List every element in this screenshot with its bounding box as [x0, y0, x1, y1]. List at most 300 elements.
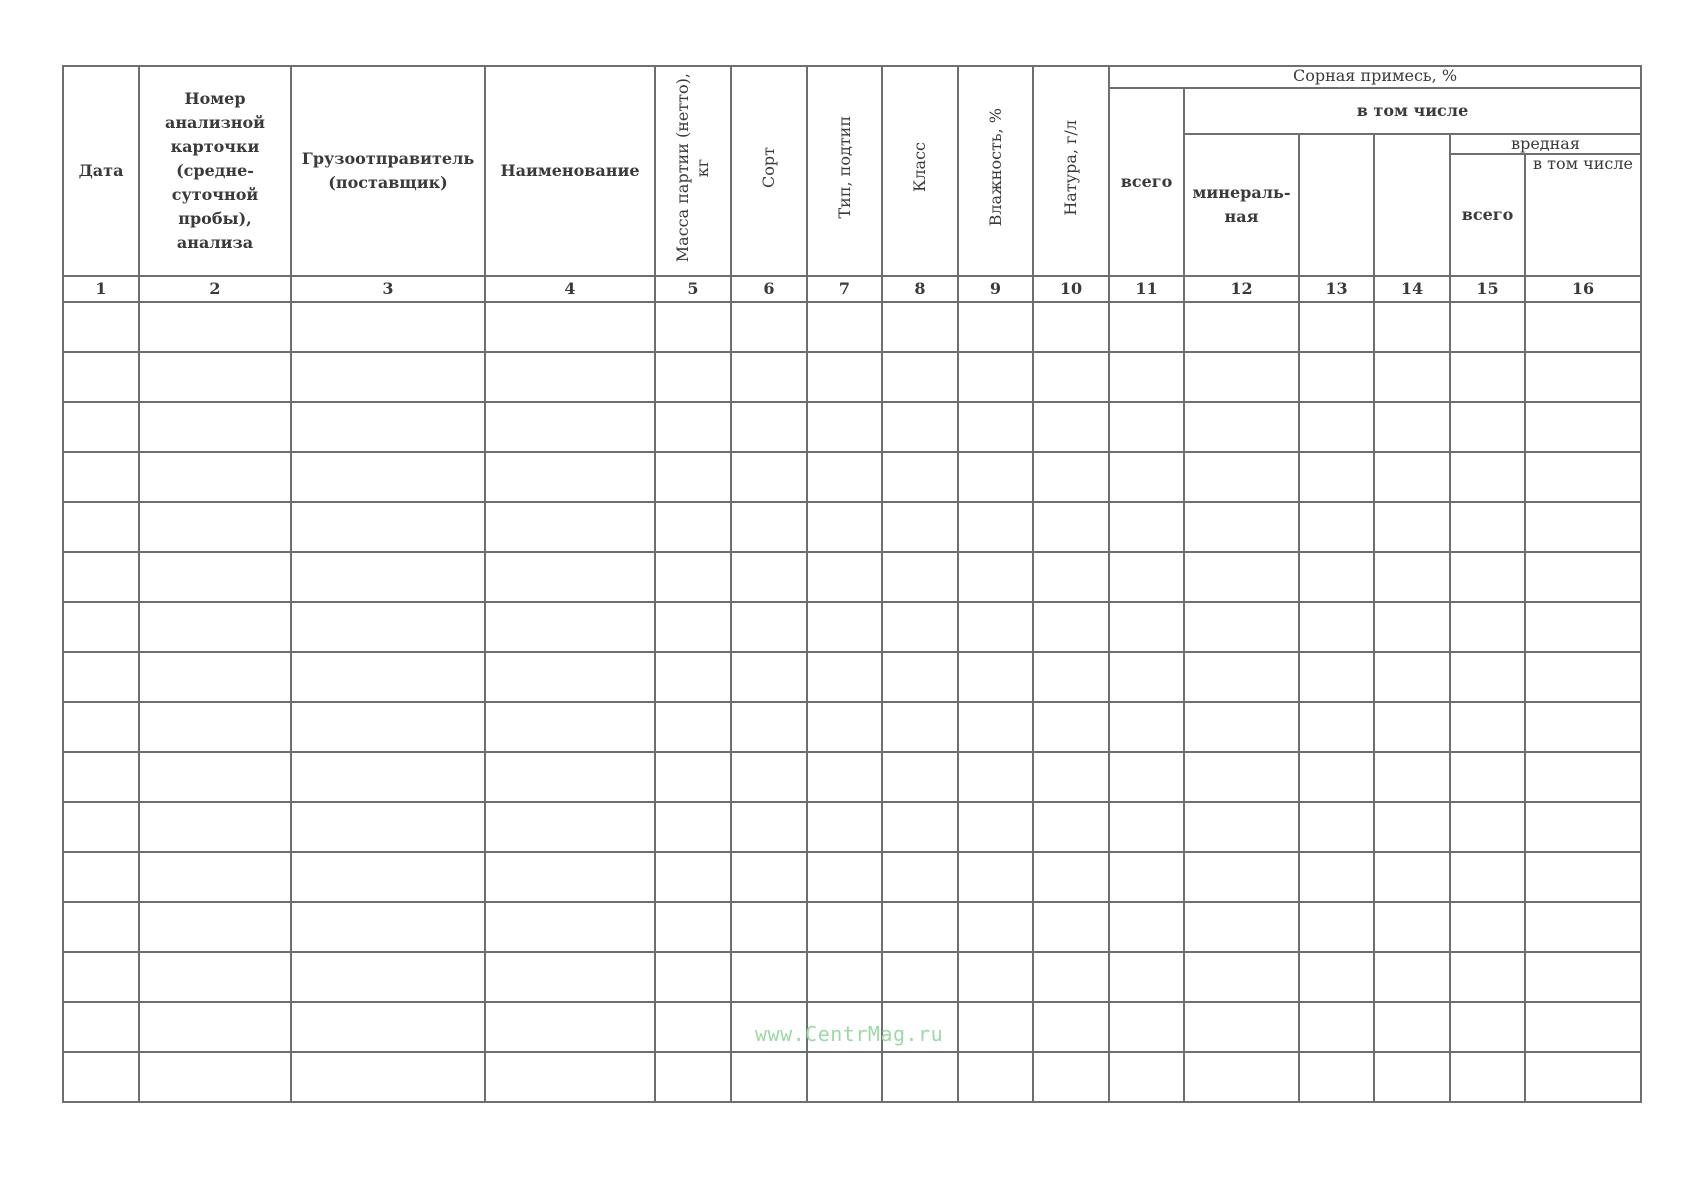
table-cell[interactable] — [291, 1052, 485, 1102]
mass-line: Масса партии (нетто), — [673, 72, 692, 263]
table-row — [63, 752, 1641, 802]
table-cell[interactable] — [1033, 1052, 1109, 1102]
table-cell[interactable] — [1299, 302, 1374, 352]
table-cell[interactable] — [1033, 802, 1109, 852]
table-cell[interactable] — [1525, 552, 1641, 602]
table-cell[interactable] — [139, 652, 291, 702]
column-number: 1 — [63, 276, 139, 302]
table-cell[interactable] — [731, 1052, 807, 1102]
table-cell[interactable] — [485, 352, 655, 402]
table-cell[interactable] — [882, 602, 958, 652]
table-cell[interactable] — [807, 902, 882, 952]
table-cell[interactable] — [1184, 652, 1299, 702]
table-cell[interactable] — [1109, 752, 1184, 802]
table-cell[interactable] — [1033, 852, 1109, 902]
table-cell[interactable] — [139, 752, 291, 802]
table-cell[interactable] — [958, 502, 1033, 552]
mass-line: кг — [693, 158, 712, 177]
table-cell[interactable] — [882, 802, 958, 852]
table-cell[interactable] — [731, 702, 807, 752]
table-cell[interactable] — [655, 752, 731, 802]
table-cell[interactable] — [291, 952, 485, 1002]
table-cell[interactable] — [1450, 952, 1525, 1002]
table-cell[interactable] — [807, 752, 882, 802]
table-cell[interactable] — [139, 502, 291, 552]
table-cell[interactable] — [731, 902, 807, 952]
column-number: 12 — [1184, 276, 1299, 302]
table-cell[interactable] — [655, 1052, 731, 1102]
table-cell[interactable] — [485, 452, 655, 502]
table-cell[interactable] — [1184, 602, 1299, 652]
table-cell[interactable] — [1525, 902, 1641, 952]
table-cell[interactable] — [291, 802, 485, 852]
table-cell[interactable] — [1299, 752, 1374, 802]
table-cell[interactable] — [655, 302, 731, 352]
table-cell[interactable] — [958, 352, 1033, 402]
table-cell[interactable] — [1525, 1002, 1641, 1052]
table-cell[interactable] — [291, 402, 485, 452]
table-cell[interactable] — [63, 552, 139, 602]
table-cell[interactable] — [63, 752, 139, 802]
table-cell[interactable] — [1450, 452, 1525, 502]
table-cell[interactable] — [63, 302, 139, 352]
table-cell[interactable] — [1033, 652, 1109, 702]
table-cell[interactable] — [1525, 502, 1641, 552]
table-cell[interactable] — [882, 302, 958, 352]
table-cell[interactable] — [1033, 902, 1109, 952]
table-cell[interactable] — [807, 602, 882, 652]
table-row — [63, 602, 1641, 652]
table-cell[interactable] — [1109, 352, 1184, 402]
table-cell[interactable] — [731, 402, 807, 452]
table-cell[interactable] — [1184, 1002, 1299, 1052]
table-cell[interactable] — [1109, 552, 1184, 602]
table-cell[interactable] — [655, 602, 731, 652]
table-cell[interactable] — [882, 552, 958, 602]
table-cell[interactable] — [63, 652, 139, 702]
table-cell[interactable] — [655, 852, 731, 902]
table-cell[interactable] — [731, 652, 807, 702]
table-cell[interactable] — [1109, 702, 1184, 752]
table-cell[interactable] — [958, 552, 1033, 602]
table-cell[interactable] — [1299, 952, 1374, 1002]
table-cell[interactable] — [655, 652, 731, 702]
table-cell[interactable] — [139, 302, 291, 352]
table-cell[interactable] — [882, 702, 958, 752]
table-cell[interactable] — [1450, 802, 1525, 852]
table-cell[interactable] — [63, 702, 139, 752]
table-cell[interactable] — [485, 552, 655, 602]
table-cell[interactable] — [655, 452, 731, 502]
table-cell[interactable] — [958, 402, 1033, 452]
table-cell[interactable] — [807, 552, 882, 602]
table-cell[interactable] — [655, 902, 731, 952]
table-cell[interactable] — [1450, 702, 1525, 752]
table-cell[interactable] — [655, 952, 731, 1002]
table-cell[interactable] — [485, 502, 655, 552]
table-cell[interactable] — [63, 402, 139, 452]
table-cell[interactable] — [485, 1052, 655, 1102]
table-cell[interactable] — [63, 852, 139, 902]
table-cell[interactable] — [1525, 1052, 1641, 1102]
table-cell[interactable] — [139, 702, 291, 752]
natura-label: Натура, г/л — [1061, 119, 1080, 216]
table-cell[interactable] — [291, 452, 485, 502]
table-cell[interactable] — [958, 752, 1033, 802]
table-body — [63, 302, 1641, 1102]
table-row — [63, 952, 1641, 1002]
table-row — [63, 352, 1641, 402]
table-cell[interactable] — [1450, 502, 1525, 552]
table-row — [63, 852, 1641, 902]
table-cell[interactable] — [1033, 502, 1109, 552]
column-number: 14 — [1374, 276, 1450, 302]
table-cell[interactable] — [291, 702, 485, 752]
table-cell[interactable] — [1033, 402, 1109, 452]
table-cell[interactable] — [882, 502, 958, 552]
table-cell[interactable] — [485, 652, 655, 702]
table-cell[interactable] — [958, 602, 1033, 652]
table-cell[interactable] — [139, 952, 291, 1002]
table-cell[interactable] — [1450, 602, 1525, 652]
table-cell[interactable] — [1374, 602, 1450, 652]
col-header-harmful-including: в том числе — [1525, 154, 1641, 276]
table-cell[interactable] — [958, 652, 1033, 702]
table-cell[interactable] — [1374, 452, 1450, 502]
table-cell[interactable] — [1033, 302, 1109, 352]
table-cell[interactable] — [485, 752, 655, 802]
table-cell[interactable] — [63, 902, 139, 952]
table-cell[interactable] — [655, 1002, 731, 1052]
mass-label — [673, 73, 713, 262]
table-cell[interactable] — [731, 752, 807, 802]
table-cell[interactable] — [291, 352, 485, 402]
table-cell[interactable] — [291, 302, 485, 352]
col-header-including: в том числе — [1184, 88, 1641, 134]
table-cell[interactable] — [1525, 802, 1641, 852]
table-cell[interactable] — [1374, 952, 1450, 1002]
table-cell[interactable] — [139, 902, 291, 952]
table-cell[interactable] — [1109, 502, 1184, 552]
table-cell[interactable] — [1184, 702, 1299, 752]
table-cell[interactable] — [485, 852, 655, 902]
table-cell[interactable] — [958, 302, 1033, 352]
table-cell[interactable] — [291, 602, 485, 652]
col-header-weed-total: всего — [1109, 88, 1184, 276]
table-cell[interactable] — [807, 302, 882, 352]
table-cell[interactable] — [1109, 452, 1184, 502]
table-cell[interactable] — [882, 452, 958, 502]
table-cell[interactable] — [807, 952, 882, 1002]
table-cell[interactable] — [485, 702, 655, 752]
table-row — [63, 302, 1641, 352]
mineral-line: минераль- — [1192, 183, 1291, 202]
table-cell[interactable] — [63, 952, 139, 1002]
table-cell[interactable] — [1374, 702, 1450, 752]
table-cell[interactable] — [1184, 452, 1299, 502]
table-cell[interactable] — [139, 402, 291, 452]
table-cell[interactable] — [63, 452, 139, 502]
col-header-blank-13 — [1299, 134, 1374, 276]
table-cell[interactable] — [1299, 602, 1374, 652]
table-cell[interactable] — [139, 352, 291, 402]
column-number: 13 — [1299, 276, 1374, 302]
table-cell[interactable] — [63, 1002, 139, 1052]
table-cell[interactable] — [63, 602, 139, 652]
table-cell[interactable] — [1109, 1002, 1184, 1052]
table-cell[interactable] — [807, 502, 882, 552]
col-header-type — [807, 66, 882, 276]
table-cell[interactable] — [1184, 852, 1299, 902]
table-cell[interactable] — [1033, 952, 1109, 1002]
table-cell[interactable] — [1450, 652, 1525, 702]
table-cell[interactable] — [958, 852, 1033, 902]
table-cell[interactable] — [731, 302, 807, 352]
table-cell[interactable] — [958, 902, 1033, 952]
table-cell[interactable] — [139, 1002, 291, 1052]
table-cell[interactable] — [655, 402, 731, 452]
table-cell[interactable] — [1374, 302, 1450, 352]
table-cell[interactable] — [1525, 602, 1641, 652]
table-cell[interactable] — [485, 402, 655, 452]
table-row — [63, 452, 1641, 502]
table-cell[interactable] — [1109, 302, 1184, 352]
table-cell[interactable] — [807, 1052, 882, 1102]
table-cell[interactable] — [1450, 902, 1525, 952]
col-header-card-number — [139, 66, 291, 276]
table-cell[interactable] — [1525, 302, 1641, 352]
table-cell[interactable] — [1450, 402, 1525, 452]
col-header-sort — [731, 66, 807, 276]
shipper-line: (поставщик) — [328, 173, 448, 192]
table-cell[interactable] — [807, 702, 882, 752]
table-cell[interactable] — [882, 1052, 958, 1102]
table-cell[interactable] — [1033, 452, 1109, 502]
table-cell[interactable] — [731, 502, 807, 552]
table-cell[interactable] — [807, 652, 882, 702]
table-cell[interactable] — [655, 502, 731, 552]
table-cell[interactable] — [1374, 1002, 1450, 1052]
table-cell[interactable] — [958, 952, 1033, 1002]
table-cell[interactable] — [655, 552, 731, 602]
table-cell[interactable] — [1525, 652, 1641, 702]
col-header-natura — [1033, 66, 1109, 276]
table-cell[interactable] — [1184, 552, 1299, 602]
table-cell[interactable] — [882, 902, 958, 952]
table-cell[interactable] — [1033, 752, 1109, 802]
table-cell[interactable] — [1109, 602, 1184, 652]
mineral-line: ная — [1224, 207, 1259, 226]
table-cell[interactable] — [485, 952, 655, 1002]
table-cell[interactable] — [882, 402, 958, 452]
table-cell[interactable] — [1374, 652, 1450, 702]
table-cell[interactable] — [1299, 452, 1374, 502]
table-cell[interactable] — [291, 902, 485, 952]
col-header-moisture — [958, 66, 1033, 276]
table-cell[interactable] — [1374, 402, 1450, 452]
table-cell[interactable] — [1525, 452, 1641, 502]
table-cell[interactable] — [958, 1052, 1033, 1102]
table-cell[interactable] — [63, 802, 139, 852]
table-cell[interactable] — [1525, 352, 1641, 402]
class-label: Класс — [910, 142, 929, 193]
table-cell[interactable] — [1525, 752, 1641, 802]
table-cell[interactable] — [1184, 502, 1299, 552]
table-cell[interactable] — [485, 602, 655, 652]
table-cell[interactable] — [1184, 352, 1299, 402]
table-cell[interactable] — [291, 1002, 485, 1052]
table-cell[interactable] — [1299, 1002, 1374, 1052]
table-cell[interactable] — [291, 752, 485, 802]
table-cell[interactable] — [1299, 402, 1374, 452]
table-cell[interactable] — [1184, 302, 1299, 352]
table-cell[interactable] — [1525, 702, 1641, 752]
table-cell[interactable] — [1109, 402, 1184, 452]
table-row — [63, 802, 1641, 852]
table-cell[interactable] — [1299, 902, 1374, 952]
table-cell[interactable] — [1033, 1002, 1109, 1052]
column-number: 10 — [1033, 276, 1109, 302]
table-cell[interactable] — [485, 902, 655, 952]
table-cell[interactable] — [1109, 902, 1184, 952]
table-cell[interactable] — [882, 852, 958, 902]
table-cell[interactable] — [1374, 802, 1450, 852]
table-cell[interactable] — [958, 1002, 1033, 1052]
table-cell[interactable] — [485, 302, 655, 352]
table-cell[interactable] — [1299, 852, 1374, 902]
table-cell[interactable] — [882, 952, 958, 1002]
column-number: 4 — [485, 276, 655, 302]
table-cell[interactable] — [1525, 852, 1641, 902]
table-cell[interactable] — [291, 652, 485, 702]
table-cell[interactable] — [731, 452, 807, 502]
table-cell[interactable] — [655, 702, 731, 752]
table-cell[interactable] — [1450, 752, 1525, 802]
table-cell[interactable] — [1450, 1002, 1525, 1052]
col-header-harmful: вредная — [1450, 134, 1641, 154]
table-cell[interactable] — [731, 552, 807, 602]
table-cell[interactable] — [1033, 352, 1109, 402]
table-cell[interactable] — [291, 852, 485, 902]
table-cell[interactable] — [807, 452, 882, 502]
table-cell[interactable] — [731, 852, 807, 902]
table-cell[interactable] — [731, 602, 807, 652]
column-number: 9 — [958, 276, 1033, 302]
table-cell[interactable] — [1184, 1052, 1299, 1102]
table-row — [63, 902, 1641, 952]
col-header-harmful-total: всего — [1450, 154, 1525, 276]
table-cell[interactable] — [1184, 802, 1299, 852]
table-cell[interactable] — [291, 552, 485, 602]
table-cell[interactable] — [1525, 402, 1641, 452]
table-cell[interactable] — [139, 802, 291, 852]
sort-label: Сорт — [759, 147, 778, 188]
table-cell[interactable] — [1450, 352, 1525, 402]
col-header-mass — [655, 66, 731, 276]
table-cell[interactable] — [958, 802, 1033, 852]
table-cell[interactable] — [1299, 552, 1374, 602]
table-cell[interactable] — [807, 402, 882, 452]
table-cell[interactable] — [1450, 1052, 1525, 1102]
table-cell[interactable] — [139, 1052, 291, 1102]
table-cell[interactable] — [882, 352, 958, 402]
table-cell[interactable] — [1450, 302, 1525, 352]
table-cell[interactable] — [1299, 702, 1374, 752]
table-cell[interactable] — [1109, 802, 1184, 852]
table-cell[interactable] — [1299, 1052, 1374, 1102]
table-cell[interactable] — [139, 602, 291, 652]
table-cell[interactable] — [731, 802, 807, 852]
table-cell[interactable] — [1525, 952, 1641, 1002]
table-cell[interactable] — [958, 702, 1033, 752]
column-number: 6 — [731, 276, 807, 302]
table-cell[interactable] — [1450, 852, 1525, 902]
table-cell[interactable] — [1033, 552, 1109, 602]
table-cell[interactable] — [485, 802, 655, 852]
column-number: 15 — [1450, 276, 1525, 302]
table-cell[interactable] — [958, 452, 1033, 502]
table-cell[interactable] — [1033, 602, 1109, 652]
table-cell[interactable] — [63, 1052, 139, 1102]
table-cell[interactable] — [882, 652, 958, 702]
table-cell[interactable] — [1033, 702, 1109, 752]
table-cell[interactable] — [63, 502, 139, 552]
table-cell[interactable] — [1184, 402, 1299, 452]
table-cell[interactable] — [139, 452, 291, 502]
table-cell[interactable] — [1109, 852, 1184, 902]
card-number-line: пробы), — [178, 209, 252, 228]
table-cell[interactable] — [807, 852, 882, 902]
table-cell[interactable] — [731, 952, 807, 1002]
table-cell[interactable] — [1374, 1052, 1450, 1102]
table-cell[interactable] — [1299, 802, 1374, 852]
table-cell[interactable] — [139, 552, 291, 602]
table-cell[interactable] — [1299, 502, 1374, 552]
table-cell[interactable] — [731, 352, 807, 402]
table-row — [63, 652, 1641, 702]
table-cell[interactable] — [807, 802, 882, 852]
table-cell[interactable] — [882, 752, 958, 802]
table-cell[interactable] — [1299, 652, 1374, 702]
col-header-weed-impurity: Сорная примесь, % — [1109, 66, 1641, 88]
table-cell[interactable] — [1374, 502, 1450, 552]
table-cell[interactable] — [291, 502, 485, 552]
table-cell[interactable] — [1374, 352, 1450, 402]
table-cell[interactable] — [1299, 352, 1374, 402]
col-header-date: Дата — [63, 66, 139, 276]
grain-register-table — [62, 65, 1642, 1103]
table-row — [63, 1052, 1641, 1102]
table-cell[interactable] — [1374, 852, 1450, 902]
table-cell[interactable] — [485, 1002, 655, 1052]
table-cell[interactable] — [807, 352, 882, 402]
table-cell[interactable] — [1184, 902, 1299, 952]
table-cell[interactable] — [1374, 752, 1450, 802]
table-cell[interactable] — [1109, 1052, 1184, 1102]
moisture-label: Влажность, % — [985, 108, 1005, 227]
table-cell[interactable] — [655, 802, 731, 852]
table-cell[interactable] — [1184, 752, 1299, 802]
table-cell[interactable] — [1374, 552, 1450, 602]
table-cell[interactable] — [1374, 902, 1450, 952]
table-cell[interactable] — [63, 352, 139, 402]
table-cell[interactable] — [1109, 952, 1184, 1002]
table-cell[interactable] — [1450, 552, 1525, 602]
table-cell[interactable] — [1109, 652, 1184, 702]
table-cell[interactable] — [655, 352, 731, 402]
table-cell[interactable] — [1184, 952, 1299, 1002]
table-cell[interactable] — [139, 852, 291, 902]
